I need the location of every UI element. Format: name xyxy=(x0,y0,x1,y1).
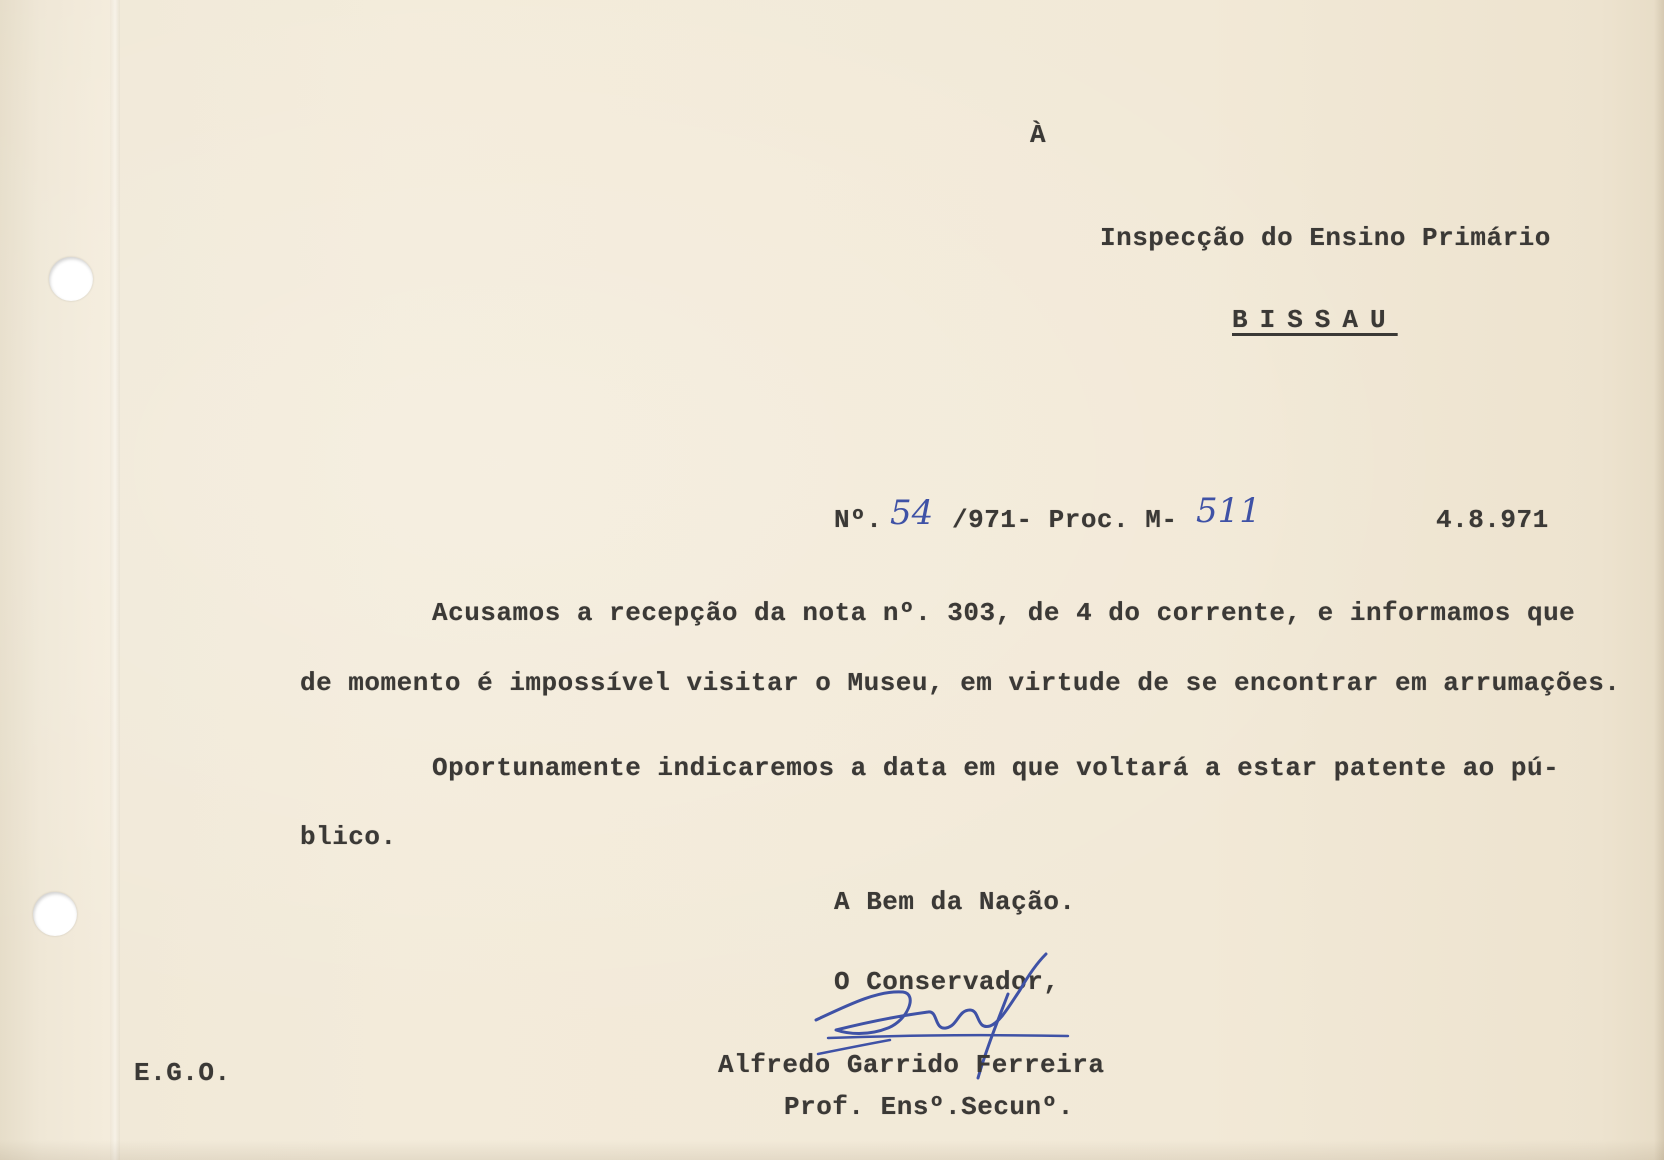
signatory-name: Alfredo Garrido Ferreira xyxy=(718,1050,1105,1080)
salutation: À xyxy=(1030,120,1047,150)
typist-initials: E.G.O. xyxy=(134,1058,231,1088)
punch-hole-bottom xyxy=(33,892,77,936)
closing-formula: A Bem da Nação. xyxy=(834,887,1076,917)
reference-prefix: Nº. xyxy=(834,505,883,535)
paper-bottom-shadow xyxy=(0,1140,1664,1160)
body-paragraph-1-line-1: Acusamos a recepção da nota nº. 303, de 4 do corrente, e informamos que xyxy=(432,598,1576,628)
body-paragraph-2-line-2: blico. xyxy=(300,822,397,852)
body-paragraph-1-line-2: de momento é impossível visitar o Museu, em virtude de se encontrar em arrumações. xyxy=(300,668,1621,698)
recipient-city: BISSAU xyxy=(1232,305,1398,335)
paper-fold xyxy=(110,0,120,1160)
closing-title: O Conservador, xyxy=(834,967,1060,997)
reference-year-proc: /971- Proc. M- xyxy=(952,505,1178,535)
signatory-position: Prof. Ensº.Secunº. xyxy=(784,1092,1074,1122)
recipient-line: Inspecção do Ensino Primário xyxy=(1100,223,1551,253)
punch-hole-top xyxy=(49,257,93,301)
body-paragraph-2-line-1: Oportunamente indicaremos a data em que voltará a estar patente ao pú- xyxy=(432,753,1560,783)
paper-edge-shadow xyxy=(1654,0,1664,1160)
reference-date: 4.8.971 xyxy=(1436,505,1549,535)
reference-number-handwritten: 54 xyxy=(890,493,934,533)
reference-proc-handwritten: 511 xyxy=(1196,491,1261,531)
